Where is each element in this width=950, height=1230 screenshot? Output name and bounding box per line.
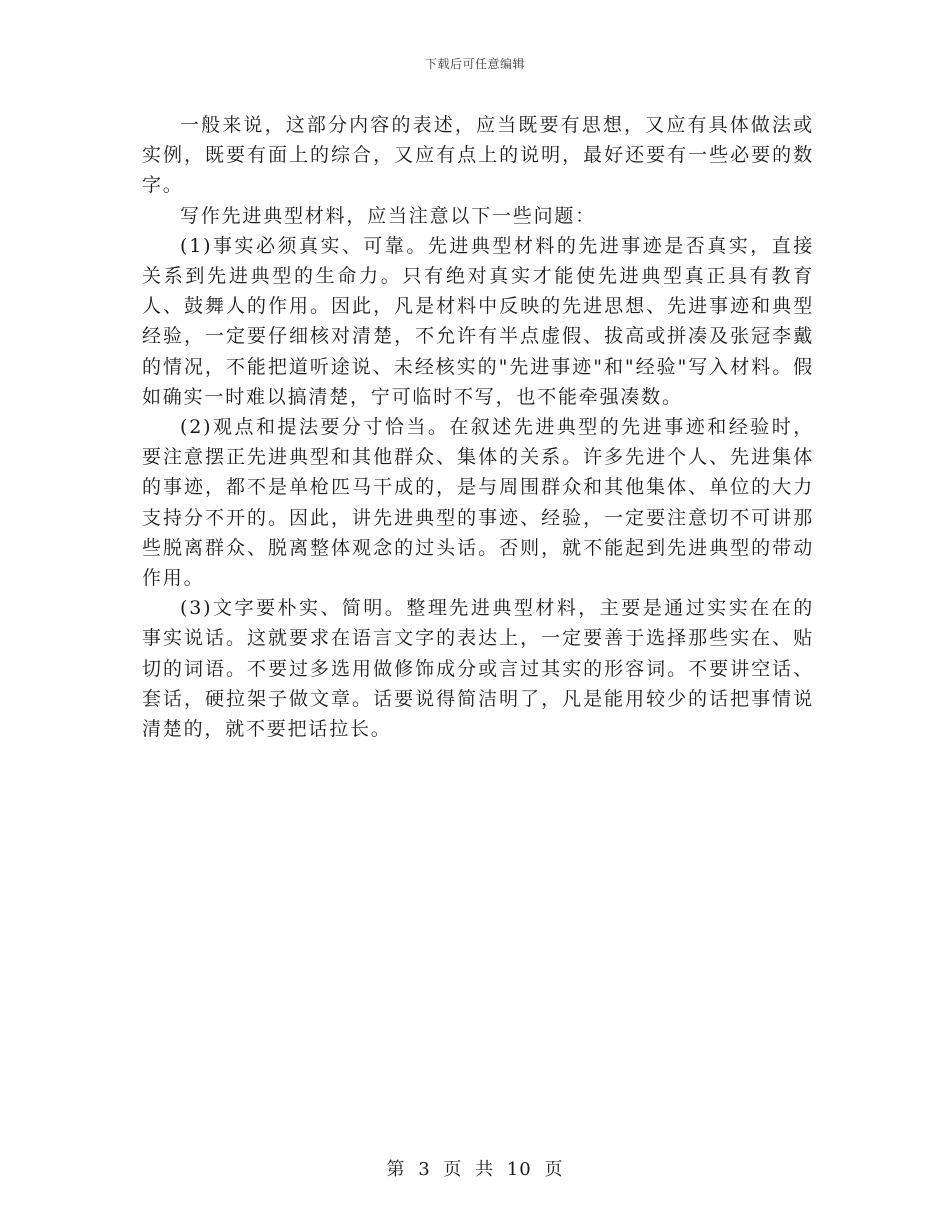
paragraph-point-2: (2)观点和提法要分寸恰当。在叙述先进典型的先进事迹和经验时，要注意摆正先进典型和其他群众、集体的关系。许多先进个人、先进集体的事迹，都不是单枪匹马干成的，是与周围群众和其他集体、单位的大力支持分不开的。因此，讲先进典型的事迹、经验，一定要注意切不可讲那些脱离群众、脱离整体观念的过头话。否则，就不能起到先进典型的带动作用。 xyxy=(142,416,814,590)
page-number: 第 3 页 共 10 页 xyxy=(386,1159,564,1180)
page-header-note: 下载后可任意编辑 xyxy=(424,57,525,71)
paragraph-point-1: (1)事实必须真实、可靠。先进典型材料的先进事迹是否真实，直接关系到先进典型的生命力。只有绝对真实才能使先进典型真正具有教育人、鼓舞人的作用。因此，凡是材料中反映的先进思想、先进事迹和典型经验，一定要仔细核对清楚，不允许有半点虚假、拔高或拼凑及张冠李戴的情况，不能把道听途说、未经核实的"先进事迹"和"经验"写入材料。假如确实一时难以搞清楚，宁可临时不写，也不能牵强凑数。 xyxy=(142,234,814,408)
paragraph-point-3: (3)文字要朴实、简明。整理先进典型材料，主要是通过实实在在的事实说话。这就要求在语言文字的表达上，一定要善于选择那些实在、贴切的词语。不要过多选用做修饰成分或言过其实的形容词。不要讲空话、套话，硬拉架子做文章。话要说得简洁明了，凡是能用较少的话把事情说清楚的，就不要把话拉长。 xyxy=(142,597,814,741)
paragraph-intro: 一般来说，这部分内容的表述，应当既要有思想，又应有具体做法或实例，既要有面上的综合，又应有点上的说明，最好还要有一些必要的数字。 xyxy=(142,114,814,197)
paragraph-issues-lead: 写作先进典型材料，应当注意以下一些问题： xyxy=(180,204,597,227)
document-body xyxy=(142,110,814,744)
